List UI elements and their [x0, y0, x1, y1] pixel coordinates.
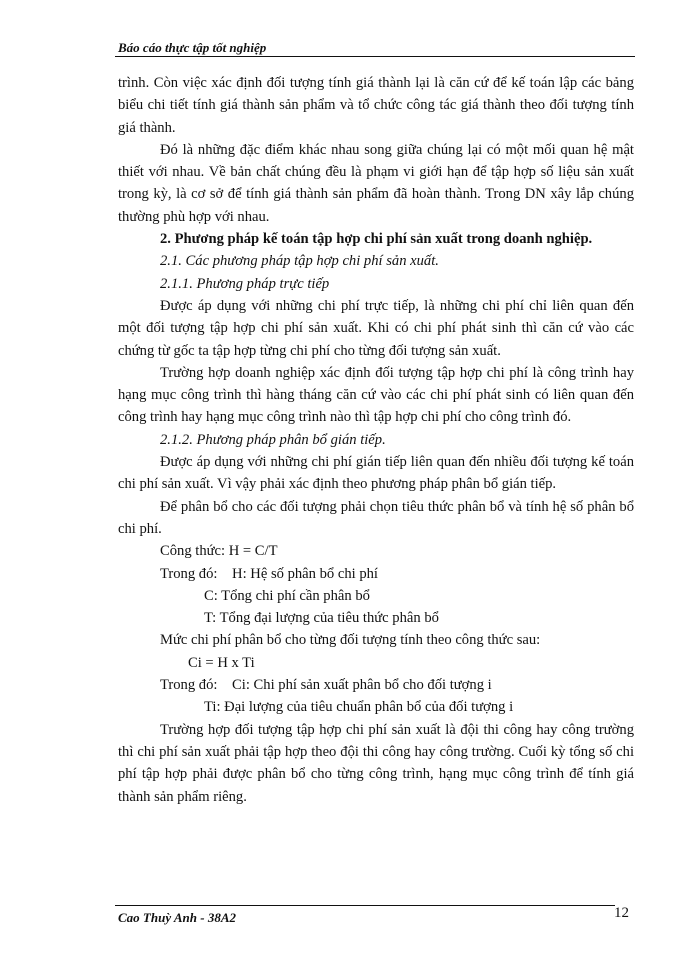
header-rule — [115, 56, 635, 57]
formula-definition: Ti: Đại lượng của tiêu chuẩn phân bổ của đối tượng i — [204, 699, 514, 716]
subsubsection-heading: 2.1.2. Phương pháp phân bổ gián tiếp. — [160, 431, 386, 448]
formula-where-line — [118, 563, 634, 585]
running-header: Báo cáo thực tập tốt nghiệp — [118, 40, 267, 55]
footer-rule — [115, 905, 615, 906]
page-body — [118, 72, 634, 808]
paragraph: Để phân bổ cho các đối tượng phải chọn tiêu thức phân bổ và tính hệ số phân bổ chi phí. — [118, 498, 634, 537]
formula-line: Công thức: H = C/T — [160, 543, 278, 560]
subsubsection-heading: 2.1.1. Phương pháp trực tiếp — [160, 275, 330, 292]
formula-definition: T: Tổng đại lượng của tiêu thức phân bổ — [204, 610, 439, 627]
formula-definition: C: Tổng chi phí cần phân bổ — [204, 587, 370, 604]
paragraph: Trường hợp đối tượng tập hợp chi phí sản xuất là đội thi công hay công trường thì chi phí sản xuất phải tập hợp theo đội thi công hay công trường. Cuối kỳ tổng số chi phí tập hợp phải được phân bổ cho từng công trình, hạng mục công trình để tính giá thành sản phẩm riêng. — [118, 721, 634, 805]
paragraph: trình. Còn việc xác định đối tượng tính giá thành lại là căn cứ để kế toán lập các bảng biểu chi tiết tính giá thành sản phẩm và tổ chức công tác giá thành theo đối tượng tính giá thành. — [118, 75, 634, 136]
paragraph: Được áp dụng với những chi phí trực tiếp, là những chi phí chỉ liên quan đến một đối tượng tập hợp chi phí sản xuất. Khi có chi phí phát sinh thì căn cứ vào các chứng từ gốc ta tập hợp từng chi phí cho từng đối tượng sản xuất. — [118, 297, 634, 359]
page-number: 12 — [614, 905, 629, 921]
formula-definition: H: Hệ số phân bổ chi phí — [232, 565, 378, 582]
subsection-heading: 2.1. Các phương pháp tập hợp chi phí sản xuất. — [160, 253, 439, 270]
paragraph: Đó là những đặc điểm khác nhau song giữa chúng lại có một mối quan hệ mật thiết với nhau. Về bản chất chúng đều là phạm vi giới hạn để tập hợp số liệu sản xuất trong kỳ, là cơ sở để tính giá thành sản phẩm đã hoàn thành. Trong DN xây lắp chúng thường phù hợp với nhau. — [118, 141, 634, 225]
paragraph: Được áp dụng với những chi phí gián tiếp liên quan đến nhiều đối tượng kế toán chi phí sản xuất. Vì vậy phải xác định theo phương pháp phân bổ gián tiếp. — [118, 454, 634, 493]
formula-definition: Ci: Chi phí sản xuất phân bổ cho đối tượng i — [232, 677, 492, 694]
formula-where-line — [118, 674, 634, 696]
paragraph: Trường hợp doanh nghiệp xác định đối tượng tập hợp chi phí là công trình hay hạng mục công trình thì hàng tháng căn cứ vào các chi phí phát sinh có liên quan đến công trình hay hạng mục công trình nào thì tập hợp chi phí cho công trình đó. — [118, 364, 634, 426]
where-label: Trong đó: — [160, 677, 218, 694]
section-heading: 2. Phương pháp kế toán tập hợp chi phí sản xuất trong doanh nghiệp. — [160, 231, 593, 248]
footer-author: Cao Thuỳ Anh - 38A2 — [118, 910, 236, 925]
formula-intro: Mức chi phí phân bổ cho từng đối tượng tính theo công thức sau: — [160, 632, 541, 649]
formula-line: Ci = H x Ti — [188, 654, 255, 671]
where-label: Trong đó: — [160, 565, 218, 582]
